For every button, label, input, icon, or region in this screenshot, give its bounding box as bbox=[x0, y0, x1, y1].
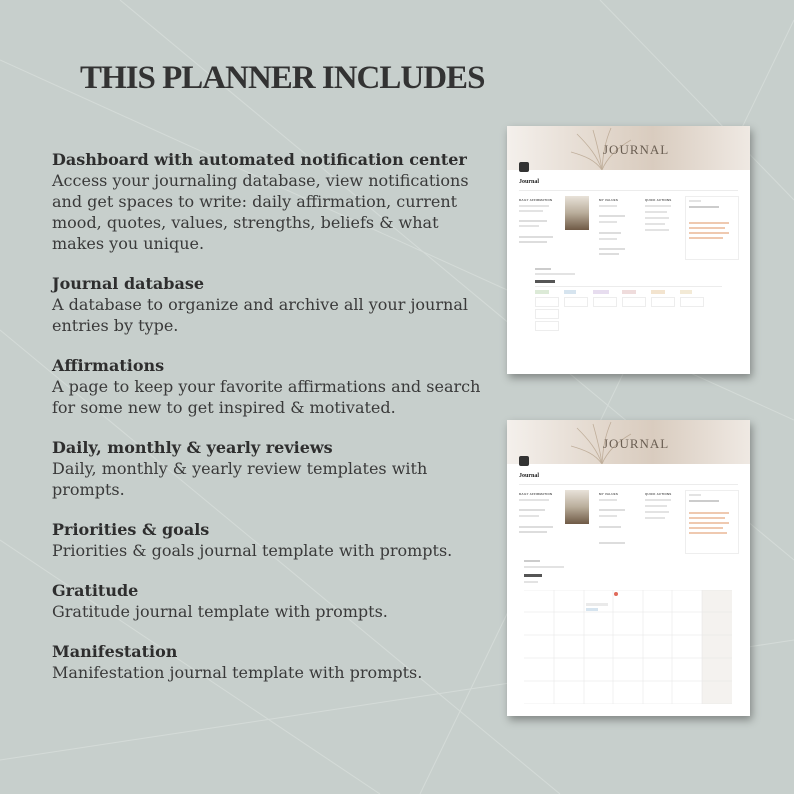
feature-description: Priorities & goals journal template with prompts. bbox=[52, 541, 453, 560]
notification-line bbox=[689, 517, 725, 519]
text-line bbox=[689, 494, 701, 496]
kanban-column bbox=[680, 290, 704, 336]
text-line bbox=[519, 220, 547, 222]
kanban-column bbox=[651, 290, 675, 336]
text-line bbox=[535, 273, 575, 275]
affirmation-heading: DAILY AFFIRMATION bbox=[519, 492, 553, 496]
text-line bbox=[519, 515, 539, 517]
banner-title: JOURNAL bbox=[603, 436, 670, 451]
text-line bbox=[599, 215, 625, 217]
page-heading: THIS PLANNER INCLUDES bbox=[80, 60, 485, 96]
text-line bbox=[599, 205, 617, 207]
affirmation-heading: DAILY AFFIRMATION bbox=[519, 198, 553, 202]
text-line bbox=[645, 517, 665, 519]
text-line bbox=[599, 232, 621, 234]
text-line bbox=[519, 205, 549, 207]
feature-description: Daily, monthly & yearly review templates with prompts. bbox=[52, 459, 428, 499]
text-line bbox=[599, 499, 617, 501]
text-line bbox=[519, 241, 547, 243]
calendar-grid bbox=[524, 590, 732, 704]
text-line bbox=[645, 505, 667, 507]
feature-affirmations bbox=[52, 356, 492, 418]
feature-dashboard bbox=[52, 150, 492, 254]
text-line bbox=[645, 217, 669, 219]
feature-description: A database to organize and archive all your journal entries by type. bbox=[52, 295, 468, 335]
text-line bbox=[599, 238, 617, 240]
notification-line bbox=[689, 527, 723, 529]
dashboard-screenshot bbox=[507, 126, 750, 374]
feature-list bbox=[52, 150, 492, 703]
journal-banner bbox=[507, 126, 750, 170]
feature-description: Manifestation journal template with prompts. bbox=[52, 663, 423, 682]
kanban-column bbox=[564, 290, 588, 336]
feature-description: Gratitude journal template with prompts. bbox=[52, 602, 388, 621]
text-line bbox=[519, 509, 545, 511]
notification-line bbox=[689, 512, 729, 514]
notification-line bbox=[689, 532, 727, 534]
kanban-column bbox=[593, 290, 617, 336]
quick-actions-heading: QUICK ACTIONS bbox=[645, 492, 672, 496]
text-line bbox=[535, 268, 551, 270]
feature-priorities-goals bbox=[52, 520, 492, 561]
banner-title: JOURNAL bbox=[603, 142, 670, 157]
text-line bbox=[519, 236, 553, 238]
feature-title: Priorities & goals bbox=[52, 520, 210, 539]
text-line bbox=[689, 206, 719, 208]
journal-icon bbox=[519, 162, 529, 172]
text-line bbox=[645, 511, 669, 513]
divider bbox=[519, 484, 738, 485]
text-line bbox=[645, 211, 667, 213]
text-line bbox=[645, 499, 671, 501]
quick-actions-heading: QUICK ACTIONS bbox=[645, 198, 672, 202]
values-heading: MY VALUES bbox=[599, 198, 619, 202]
notification-line bbox=[689, 522, 729, 524]
text-line bbox=[599, 526, 621, 528]
text-line bbox=[524, 581, 538, 583]
text-line bbox=[599, 253, 619, 255]
divider bbox=[535, 286, 722, 287]
kanban-column bbox=[535, 290, 559, 336]
divider bbox=[519, 190, 738, 191]
text-line bbox=[519, 499, 549, 501]
text-line bbox=[599, 515, 617, 517]
journal-icon bbox=[519, 456, 529, 466]
kanban-column bbox=[622, 290, 646, 336]
values-heading: MY VALUES bbox=[599, 492, 619, 496]
text-line bbox=[524, 560, 540, 562]
text-line bbox=[599, 542, 625, 544]
text-line bbox=[524, 566, 564, 568]
database-title bbox=[535, 280, 555, 283]
feature-description: Access your journaling database, view notifications and get spaces to write: daily affirmation, current mood, quotes, values, strengths, beliefs & what makes you unique. bbox=[52, 171, 469, 253]
page-title: Journal bbox=[519, 179, 540, 185]
text-line bbox=[689, 200, 701, 202]
feature-gratitude bbox=[52, 581, 492, 622]
feature-title: Daily, monthly & yearly reviews bbox=[52, 438, 333, 457]
vase-photo bbox=[565, 490, 589, 524]
text-line bbox=[689, 500, 719, 502]
feature-reviews bbox=[52, 438, 492, 500]
feature-title: Manifestation bbox=[52, 642, 178, 661]
notification-line bbox=[689, 227, 725, 229]
feature-journal-database bbox=[52, 274, 492, 336]
text-line bbox=[599, 221, 617, 223]
feature-title: Journal database bbox=[52, 274, 205, 293]
calendar-screenshot bbox=[507, 420, 750, 716]
text-line bbox=[519, 225, 539, 227]
vase-photo bbox=[565, 196, 589, 230]
text-line bbox=[599, 248, 625, 250]
notification-line bbox=[689, 222, 729, 224]
notification-line bbox=[689, 237, 723, 239]
text-line bbox=[599, 509, 625, 511]
feature-title: Affirmations bbox=[52, 356, 165, 375]
feature-description: A page to keep your favorite affirmations and search for some new to get inspired & motivated. bbox=[52, 377, 481, 417]
page-title: Journal bbox=[519, 473, 540, 479]
text-line bbox=[645, 205, 671, 207]
text-line bbox=[519, 526, 553, 528]
journal-calendar bbox=[524, 590, 732, 704]
calendar-title bbox=[524, 574, 542, 577]
text-line bbox=[645, 229, 669, 231]
feature-title: Gratitude bbox=[52, 581, 139, 600]
text-line bbox=[519, 531, 547, 533]
feature-manifestation bbox=[52, 642, 492, 683]
text-line bbox=[645, 223, 665, 225]
notification-line bbox=[689, 232, 729, 234]
journal-banner bbox=[507, 420, 750, 464]
text-line bbox=[519, 210, 543, 212]
feature-title: Dashboard with automated notification center bbox=[52, 150, 467, 169]
